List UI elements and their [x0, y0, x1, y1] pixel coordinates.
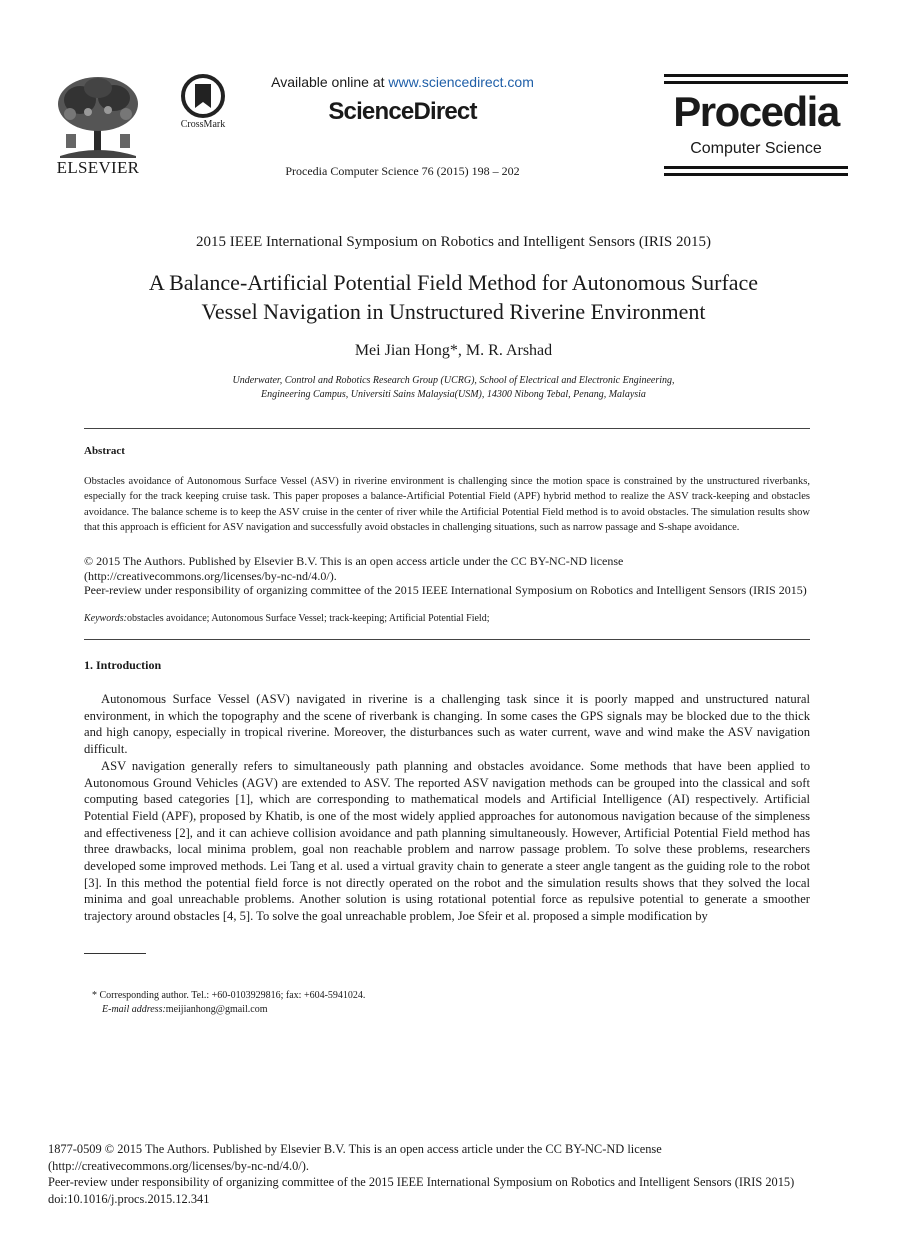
bottom-peer-review: Peer-review under responsibility of organizing committee of the 2015 IEEE International Symposium on Robotics and Intelligent Sensors (IRIS 2015) — [48, 1175, 795, 1189]
procedia-logo — [664, 74, 848, 176]
elsevier-wordmark: ELSEVIER — [56, 158, 140, 177]
footnote — [92, 989, 792, 1017]
introduction-paragraph-2: ASV navigation generally refers to simultaneously path planning and obstacles avoidance. Some methods that have been applied to Autonomous Ground Vehicles (AGV) are extended to ASV. The reported ASV navigation methods can be grouped into the classical and soft computing based categories [1], which are corresponding to mathematical models and Artificial Intelligence (AI) respectively. Artificial Potential Field (APF), proposed by Khatib, is one of the most widely applied approaches for autonomous navigation because of the simpleness and effectiveness [2], and it can achieve collision avoidance and path planning simultaneously. However, Artificial Potential Field method has three drawbacks, local minima problem, goal non reachable problem and narrow passage problem. To solve these problems, researchers developed some improved methods. Lei Tang et al. used a virtual gravity chain to generate a steer angle tangent as the guiding role to the robot [3]. In this method the potential field force is not directly operated on the robot and the simulation results shows that they solved the local minima and goal unreachable problems. Another solution is using rotational potential force as repulsive potential to generate a smoother trajectory around obstacles [4, 5]. To solve the goal unreachable problem, Joe Sfeir et al. proposed a simple modification by — [84, 758, 810, 924]
doi[interactable]: doi:10.1016/j.procs.2015.12.341 — [48, 1191, 210, 1206]
affiliation — [60, 374, 847, 402]
keywords-label: Keywords: — [84, 613, 127, 624]
title-line-2: Vessel Navigation in Unstructured Riverine Environment — [201, 299, 706, 324]
procedia-top-bar — [664, 74, 848, 77]
crossmark-label: CrossMark — [180, 119, 226, 130]
available-prefix: Available online at — [271, 74, 385, 90]
procedia-subtitle: Computer Science — [690, 140, 822, 157]
affiliation-line-2: Engineering Campus, Universiti Sains Malaysia(USM), 14300 Nibong Tebal, Penang, Malaysia — [261, 389, 646, 400]
procedia-bottom-bar — [664, 166, 848, 169]
corresponding-author: * Corresponding author. Tel.: +60-0103929816; fax: +604-5941024. — [92, 990, 366, 1001]
authors: Mei Jian Hong*, M. R. Arshad — [354, 342, 553, 359]
introduction-body — [84, 691, 810, 925]
footnote-rule — [84, 953, 146, 954]
abstract-heading: Abstract — [84, 445, 125, 457]
email-line — [92, 1003, 792, 1017]
sciencedirect-link[interactable]: www.sciencedirect.com — [388, 74, 534, 90]
introduction-paragraph-1: Autonomous Surface Vessel (ASV) navigated in riverine is a challenging task since it is poorly mapped and unstructured natural environment, in which the topography and the scene of riverbank is changing. In some cases the GPS signals may be blocked due to the thick and high canopy, especially in tropical riverine. Moreover, the disturbances such as water current, wave and wind make the ASV navigation difficult. — [84, 692, 810, 757]
peer-review-note: Peer-review under responsibility of organizing committee of the 2015 IEEE International Symposium on Robotics and Intelligent Sensors (IRIS 2015) — [84, 583, 807, 597]
conference-name: 2015 IEEE International Symposium on Robotics and Intelligent Sensors (IRIS 2015) — [196, 234, 711, 250]
sciencedirect-brand: ScienceDirect — [328, 98, 477, 125]
keywords-list: obstacles avoidance; Autonomous Surface Vessel; track-keeping; Artificial Potential Field; — [126, 613, 490, 624]
divider-top — [84, 428, 810, 429]
procedia-top-bar-2 — [664, 81, 848, 84]
abstract-copyright — [84, 554, 810, 598]
title-line-1: A Balance-Artificial Potential Field Method for Autonomous Surface — [148, 270, 759, 295]
bottom-matter — [48, 1141, 868, 1207]
available-online-line — [240, 74, 565, 90]
paper-title — [60, 268, 847, 326]
procedia-bottom-bar-2 — [664, 173, 848, 176]
copyright-license-link[interactable]: (http://creativecommons.org/licenses/by-nc-nd/4.0/). — [84, 568, 337, 583]
email-label: E-mail address: — [102, 1004, 166, 1015]
journal-citation: Procedia Computer Science 76 (2015) 198 – 202 — [285, 164, 520, 178]
introduction-heading: 1. Introduction — [84, 658, 162, 672]
procedia-title: Procedia — [673, 88, 839, 135]
bottom-license-link[interactable]: (http://creativecommons.org/licenses/by-nc-nd/4.0/). — [48, 1158, 309, 1173]
divider-bottom — [84, 639, 810, 640]
email-address[interactable]: meijianhong@gmail.com — [165, 1004, 268, 1015]
affiliation-line-1: Underwater, Control and Robotics Research Group (UCRG), School of Electrical and Electronic Engineering, — [232, 375, 675, 386]
copyright-line-1: © 2015 The Authors. Published by Elsevier B.V. This is an open access article under the CC BY-NC-ND license — [84, 554, 624, 568]
abstract-text: Obstacles avoidance of Autonomous Surface Vessel (ASV) in riverine environment is challenging since the motion space is constrained by the unstructured riverbanks, especially for the track keeping cruise task. This paper proposes a balance-Artificial Potential Field (APF) hybrid method to realize the ASV track-keeping and obstacles avoidance. The balance scheme is to keep the ASV cruise in the center of river while the Artificial Potential Field method is to avoid obstacles. The simulation results show that this approach is efficient for ASV navigation and successfully avoid obstacles in challenging situations, such as narrow passage and S-shape avoidance. — [84, 476, 810, 534]
bottom-copyright: 1877-0509 © 2015 The Authors. Published by Elsevier B.V. This is an open access article under the CC BY-NC-ND license — [48, 1142, 662, 1156]
keywords — [84, 613, 810, 624]
